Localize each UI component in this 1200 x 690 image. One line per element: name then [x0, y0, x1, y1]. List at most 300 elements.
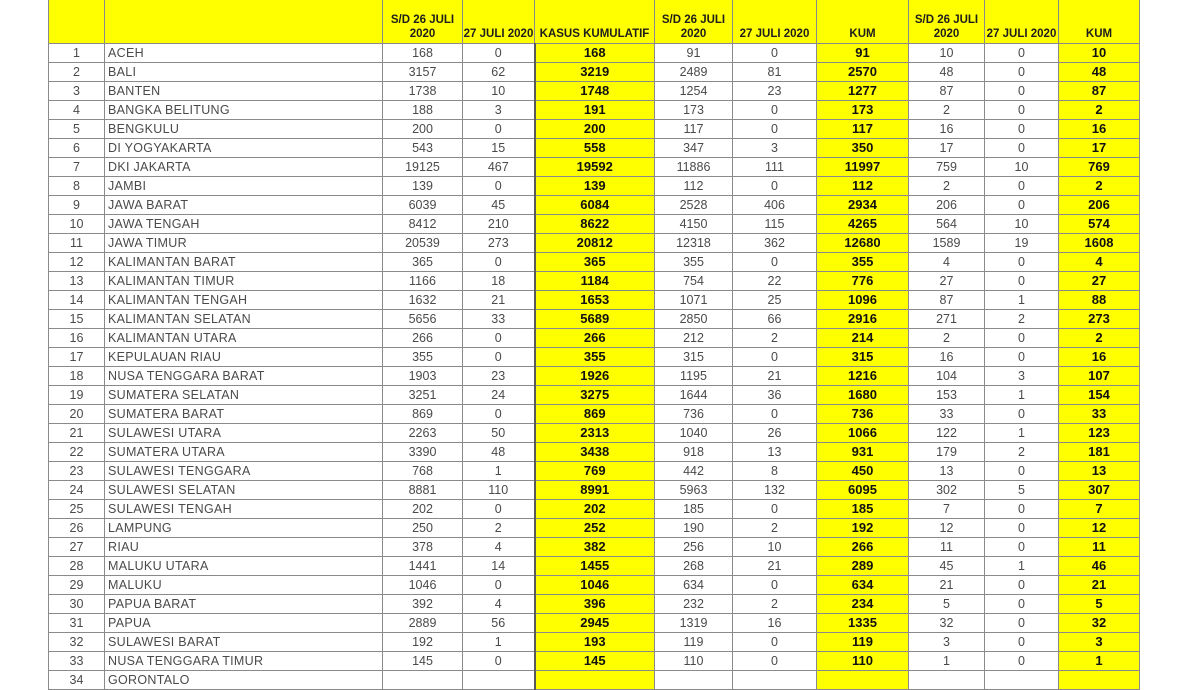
province-name: RIAU — [105, 538, 383, 557]
cell-recovered-prev: 91 — [655, 44, 733, 63]
cell-recovered-cumulative: 117 — [817, 120, 909, 139]
cell-positive-today: 4 — [463, 538, 535, 557]
cell-deaths-cumulative: 574 — [1059, 215, 1140, 234]
cell-positive-prev: 1903 — [383, 367, 463, 386]
cell-deaths-prev: 16 — [909, 348, 985, 367]
cell-positive-cumulative: 202 — [535, 500, 655, 519]
row-number: 13 — [49, 272, 105, 291]
cell-deaths-cumulative: 10 — [1059, 44, 1140, 63]
province-name: PAPUA — [105, 614, 383, 633]
cell-recovered-prev: 2489 — [655, 63, 733, 82]
cell-positive-prev: 869 — [383, 405, 463, 424]
cell-positive-prev: 355 — [383, 348, 463, 367]
cell-positive-prev: 20539 — [383, 234, 463, 253]
province-name: ACEH — [105, 44, 383, 63]
cell-deaths-cumulative: 1608 — [1059, 234, 1140, 253]
province-name: JAWA TENGAH — [105, 215, 383, 234]
table-row — [49, 82, 1140, 101]
cell-recovered-cumulative: 234 — [817, 595, 909, 614]
cell-positive-cumulative: 3219 — [535, 63, 655, 82]
cell-positive-cumulative: 252 — [535, 519, 655, 538]
cell-recovered-cumulative: 634 — [817, 576, 909, 595]
cell-deaths-prev: 122 — [909, 424, 985, 443]
cell-recovered-prev: 173 — [655, 101, 733, 120]
cell-recovered-cumulative: 2916 — [817, 310, 909, 329]
cell-deaths-prev: 302 — [909, 481, 985, 500]
cell-positive-today: 24 — [463, 386, 535, 405]
cell-deaths-today: 19 — [985, 234, 1059, 253]
cell-deaths-today: 0 — [985, 519, 1059, 538]
row-number: 22 — [49, 443, 105, 462]
table-row — [49, 101, 1140, 120]
cell-recovered-cumulative: 1066 — [817, 424, 909, 443]
cell-recovered-prev: 2528 — [655, 196, 733, 215]
cell-recovered-today: 23 — [733, 82, 817, 101]
province-name: MALUKU — [105, 576, 383, 595]
cell-recovered-today: 16 — [733, 614, 817, 633]
cell-recovered-cumulative: 173 — [817, 101, 909, 120]
cell-recovered-today: 0 — [733, 120, 817, 139]
header-positive-today: 27 JULI 2020 — [463, 0, 535, 44]
cell-recovered-today: 0 — [733, 500, 817, 519]
cell-positive-cumulative: 139 — [535, 177, 655, 196]
cell-recovered-prev: 112 — [655, 177, 733, 196]
cell-positive-cumulative: 20812 — [535, 234, 655, 253]
cell-recovered-prev: 1071 — [655, 291, 733, 310]
cell-deaths-cumulative: 88 — [1059, 291, 1140, 310]
cell-recovered-prev: 2850 — [655, 310, 733, 329]
cell-deaths-prev: 153 — [909, 386, 985, 405]
table-row — [49, 310, 1140, 329]
cell-recovered-prev: 315 — [655, 348, 733, 367]
cell-deaths-today: 0 — [985, 329, 1059, 348]
table-row — [49, 633, 1140, 652]
row-number: 32 — [49, 633, 105, 652]
cell-positive-today: 14 — [463, 557, 535, 576]
cell-positive-prev: 392 — [383, 595, 463, 614]
cell-recovered-today: 25 — [733, 291, 817, 310]
cell-positive-cumulative: 355 — [535, 348, 655, 367]
cell-deaths-prev: 45 — [909, 557, 985, 576]
cell-recovered-prev: 212 — [655, 329, 733, 348]
cell-deaths-today: 1 — [985, 424, 1059, 443]
cell-positive-today: 0 — [463, 500, 535, 519]
cell-deaths-today: 0 — [985, 44, 1059, 63]
cell-positive-cumulative: 1748 — [535, 82, 655, 101]
province-name: KEPULAUAN RIAU — [105, 348, 383, 367]
province-name: SULAWESI BARAT — [105, 633, 383, 652]
cell-deaths-prev: 21 — [909, 576, 985, 595]
cell-recovered-prev: 634 — [655, 576, 733, 595]
cell-recovered-today: 0 — [733, 44, 817, 63]
table-row — [49, 215, 1140, 234]
table-row — [49, 443, 1140, 462]
cell-recovered-prev: 442 — [655, 462, 733, 481]
cell-recovered-today: 2 — [733, 519, 817, 538]
header-deaths-today: 27 JULI 2020 — [985, 0, 1059, 44]
cell-positive-today: 48 — [463, 443, 535, 462]
cell-recovered-prev: 256 — [655, 538, 733, 557]
cell-deaths-cumulative: 16 — [1059, 120, 1140, 139]
cell-recovered-cumulative: 91 — [817, 44, 909, 63]
cell-positive-today: 0 — [463, 348, 535, 367]
cell-deaths-cumulative: 17 — [1059, 139, 1140, 158]
cell-positive-today — [463, 671, 535, 690]
cell-deaths-prev: 564 — [909, 215, 985, 234]
cell-deaths-today: 0 — [985, 405, 1059, 424]
cell-deaths-today: 0 — [985, 196, 1059, 215]
cell-recovered-today: 362 — [733, 234, 817, 253]
cell-recovered-today: 22 — [733, 272, 817, 291]
cell-positive-today: 0 — [463, 44, 535, 63]
table-row — [49, 652, 1140, 671]
row-number: 21 — [49, 424, 105, 443]
cell-positive-prev: 8412 — [383, 215, 463, 234]
cell-deaths-today: 1 — [985, 557, 1059, 576]
cell-deaths-prev: 16 — [909, 120, 985, 139]
row-number: 2 — [49, 63, 105, 82]
row-number: 5 — [49, 120, 105, 139]
cell-positive-prev: 3157 — [383, 63, 463, 82]
cell-deaths-prev: 2 — [909, 329, 985, 348]
row-number: 19 — [49, 386, 105, 405]
row-number: 24 — [49, 481, 105, 500]
cell-positive-cumulative: 382 — [535, 538, 655, 557]
province-name: SULAWESI SELATAN — [105, 481, 383, 500]
cell-deaths-prev: 104 — [909, 367, 985, 386]
cell-recovered-prev: 1040 — [655, 424, 733, 443]
table-row — [49, 595, 1140, 614]
cell-positive-cumulative: 6084 — [535, 196, 655, 215]
cell-recovered-today: 3 — [733, 139, 817, 158]
province-name: DI YOGYAKARTA — [105, 139, 383, 158]
cell-recovered-cumulative: 4265 — [817, 215, 909, 234]
covid-cases-table — [48, 0, 1140, 690]
cell-deaths-today: 0 — [985, 576, 1059, 595]
row-number: 8 — [49, 177, 105, 196]
cell-deaths-cumulative: 2 — [1059, 177, 1140, 196]
cell-deaths-today: 1 — [985, 291, 1059, 310]
cell-deaths-prev: 87 — [909, 82, 985, 101]
cell-positive-today: 62 — [463, 63, 535, 82]
cell-recovered-today: 26 — [733, 424, 817, 443]
cell-deaths-today — [985, 671, 1059, 690]
cell-positive-cumulative — [535, 671, 655, 690]
cell-deaths-prev: 10 — [909, 44, 985, 63]
province-name: SULAWESI TENGGARA — [105, 462, 383, 481]
cell-recovered-cumulative: 6095 — [817, 481, 909, 500]
cell-recovered-prev: 1254 — [655, 82, 733, 101]
cell-positive-prev: 8881 — [383, 481, 463, 500]
cell-deaths-today: 0 — [985, 348, 1059, 367]
cell-positive-prev: 139 — [383, 177, 463, 196]
province-name: KALIMANTAN BARAT — [105, 253, 383, 272]
table-row — [49, 538, 1140, 557]
cell-recovered-today: 21 — [733, 367, 817, 386]
province-name: BANGKA BELITUNG — [105, 101, 383, 120]
row-number: 27 — [49, 538, 105, 557]
cell-deaths-prev: 17 — [909, 139, 985, 158]
cell-deaths-today: 0 — [985, 595, 1059, 614]
cell-recovered-prev: 347 — [655, 139, 733, 158]
cell-positive-today: 33 — [463, 310, 535, 329]
cell-positive-cumulative: 1455 — [535, 557, 655, 576]
cell-recovered-today: 0 — [733, 101, 817, 120]
row-number: 15 — [49, 310, 105, 329]
cell-deaths-cumulative: 16 — [1059, 348, 1140, 367]
cell-deaths-today: 10 — [985, 158, 1059, 177]
province-name: BANTEN — [105, 82, 383, 101]
cell-positive-prev: 19125 — [383, 158, 463, 177]
header-no — [49, 0, 105, 44]
cell-recovered-cumulative: 1216 — [817, 367, 909, 386]
cell-recovered-today: 81 — [733, 63, 817, 82]
province-name: KALIMANTAN UTARA — [105, 329, 383, 348]
cell-positive-today: 0 — [463, 652, 535, 671]
cell-recovered-today: 66 — [733, 310, 817, 329]
cell-positive-today: 210 — [463, 215, 535, 234]
cell-deaths-cumulative: 5 — [1059, 595, 1140, 614]
cell-recovered-cumulative: 736 — [817, 405, 909, 424]
cell-positive-cumulative: 19592 — [535, 158, 655, 177]
cell-recovered-today: 406 — [733, 196, 817, 215]
cell-recovered-cumulative: 450 — [817, 462, 909, 481]
cell-recovered-cumulative: 350 — [817, 139, 909, 158]
cell-recovered-prev: 4150 — [655, 215, 733, 234]
cell-recovered-today: 0 — [733, 348, 817, 367]
cell-positive-prev: 378 — [383, 538, 463, 557]
cell-recovered-prev: 918 — [655, 443, 733, 462]
cell-positive-prev: 266 — [383, 329, 463, 348]
cell-positive-cumulative: 396 — [535, 595, 655, 614]
province-name: KALIMANTAN TENGAH — [105, 291, 383, 310]
cell-recovered-today: 0 — [733, 652, 817, 671]
province-name: LAMPUNG — [105, 519, 383, 538]
cell-positive-prev: 1046 — [383, 576, 463, 595]
cell-positive-prev: 188 — [383, 101, 463, 120]
row-number: 34 — [49, 671, 105, 690]
cell-positive-today: 21 — [463, 291, 535, 310]
row-number: 9 — [49, 196, 105, 215]
cell-recovered-cumulative: 214 — [817, 329, 909, 348]
cell-deaths-today: 0 — [985, 253, 1059, 272]
cell-deaths-cumulative: 206 — [1059, 196, 1140, 215]
cell-deaths-cumulative: 2 — [1059, 101, 1140, 120]
row-number: 20 — [49, 405, 105, 424]
cell-deaths-prev: 3 — [909, 633, 985, 652]
cell-positive-today: 3 — [463, 101, 535, 120]
table-row — [49, 253, 1140, 272]
province-name: PAPUA BARAT — [105, 595, 383, 614]
cell-deaths-prev: 206 — [909, 196, 985, 215]
cell-positive-cumulative: 1926 — [535, 367, 655, 386]
cell-positive-cumulative: 1653 — [535, 291, 655, 310]
cell-deaths-cumulative: 4 — [1059, 253, 1140, 272]
cell-positive-cumulative: 266 — [535, 329, 655, 348]
cell-positive-prev — [383, 671, 463, 690]
row-number: 31 — [49, 614, 105, 633]
cell-positive-prev: 2263 — [383, 424, 463, 443]
cell-positive-prev: 1166 — [383, 272, 463, 291]
row-number: 33 — [49, 652, 105, 671]
row-number: 26 — [49, 519, 105, 538]
table-row — [49, 234, 1140, 253]
cell-positive-today: 0 — [463, 120, 535, 139]
cell-positive-prev: 365 — [383, 253, 463, 272]
cell-recovered-prev — [655, 671, 733, 690]
cell-deaths-cumulative: 1 — [1059, 652, 1140, 671]
cell-recovered-prev: 1195 — [655, 367, 733, 386]
row-number: 17 — [49, 348, 105, 367]
cell-deaths-cumulative: 13 — [1059, 462, 1140, 481]
cell-positive-today: 1 — [463, 633, 535, 652]
cell-recovered-cumulative: 776 — [817, 272, 909, 291]
row-number: 3 — [49, 82, 105, 101]
cell-positive-prev: 543 — [383, 139, 463, 158]
cell-positive-today: 0 — [463, 405, 535, 424]
cell-recovered-today — [733, 671, 817, 690]
cell-recovered-today: 0 — [733, 253, 817, 272]
cell-positive-cumulative: 8991 — [535, 481, 655, 500]
table-row — [49, 120, 1140, 139]
province-name: BENGKULU — [105, 120, 383, 139]
cell-deaths-cumulative — [1059, 671, 1140, 690]
header-deaths-prev: S/D 26 JULI 2020 — [909, 0, 985, 44]
cell-recovered-today: 36 — [733, 386, 817, 405]
cell-positive-prev: 200 — [383, 120, 463, 139]
cell-positive-today: 45 — [463, 196, 535, 215]
row-number: 23 — [49, 462, 105, 481]
table-row — [49, 614, 1140, 633]
table-row — [49, 272, 1140, 291]
cell-positive-today: 2 — [463, 519, 535, 538]
cell-deaths-cumulative: 7 — [1059, 500, 1140, 519]
cell-positive-today: 467 — [463, 158, 535, 177]
cell-positive-prev: 168 — [383, 44, 463, 63]
province-name: SULAWESI TENGAH — [105, 500, 383, 519]
table-row — [49, 576, 1140, 595]
province-name: NUSA TENGGARA BARAT — [105, 367, 383, 386]
cell-positive-cumulative: 2313 — [535, 424, 655, 443]
cell-deaths-prev: 179 — [909, 443, 985, 462]
cell-deaths-today: 10 — [985, 215, 1059, 234]
table-row — [49, 481, 1140, 500]
cell-deaths-cumulative: 87 — [1059, 82, 1140, 101]
cell-positive-today: 273 — [463, 234, 535, 253]
row-number: 25 — [49, 500, 105, 519]
cell-recovered-prev: 117 — [655, 120, 733, 139]
cell-recovered-today: 0 — [733, 633, 817, 652]
cell-recovered-cumulative: 1335 — [817, 614, 909, 633]
cell-recovered-cumulative: 12680 — [817, 234, 909, 253]
cell-deaths-cumulative: 154 — [1059, 386, 1140, 405]
cell-deaths-prev: 759 — [909, 158, 985, 177]
cell-recovered-prev: 1644 — [655, 386, 733, 405]
cell-deaths-today: 0 — [985, 120, 1059, 139]
cell-positive-today: 4 — [463, 595, 535, 614]
province-name: SUMATERA SELATAN — [105, 386, 383, 405]
cell-deaths-prev: 87 — [909, 291, 985, 310]
table-row — [49, 462, 1140, 481]
cell-positive-today: 10 — [463, 82, 535, 101]
cell-deaths-cumulative: 46 — [1059, 557, 1140, 576]
table-row — [49, 177, 1140, 196]
header-positive-prev: S/D 26 JULI 2020 — [383, 0, 463, 44]
row-number: 16 — [49, 329, 105, 348]
cell-deaths-today: 0 — [985, 272, 1059, 291]
row-number: 14 — [49, 291, 105, 310]
cell-positive-today: 0 — [463, 329, 535, 348]
cell-recovered-cumulative: 192 — [817, 519, 909, 538]
cell-recovered-today: 0 — [733, 576, 817, 595]
cell-deaths-prev: 271 — [909, 310, 985, 329]
table-row — [49, 367, 1140, 386]
table-row — [49, 329, 1140, 348]
province-name: KALIMANTAN SELATAN — [105, 310, 383, 329]
header-province — [105, 0, 383, 44]
cell-positive-prev: 250 — [383, 519, 463, 538]
row-number: 30 — [49, 595, 105, 614]
cell-positive-today: 0 — [463, 253, 535, 272]
row-number: 10 — [49, 215, 105, 234]
cell-recovered-prev: 11886 — [655, 158, 733, 177]
row-number: 7 — [49, 158, 105, 177]
cell-deaths-prev — [909, 671, 985, 690]
cell-deaths-today: 0 — [985, 63, 1059, 82]
cell-recovered-cumulative: 1277 — [817, 82, 909, 101]
cell-deaths-prev: 1 — [909, 652, 985, 671]
cell-positive-cumulative: 168 — [535, 44, 655, 63]
cell-positive-cumulative: 5689 — [535, 310, 655, 329]
cell-recovered-prev: 5963 — [655, 481, 733, 500]
province-name: BALI — [105, 63, 383, 82]
cell-deaths-prev: 5 — [909, 595, 985, 614]
province-name: SUMATERA BARAT — [105, 405, 383, 424]
cell-deaths-cumulative: 11 — [1059, 538, 1140, 557]
cell-deaths-today: 0 — [985, 614, 1059, 633]
cell-recovered-cumulative: 2934 — [817, 196, 909, 215]
header-deaths-cumulative: KUM — [1059, 0, 1140, 44]
cell-positive-cumulative: 3275 — [535, 386, 655, 405]
cell-deaths-prev: 48 — [909, 63, 985, 82]
cell-positive-cumulative: 1184 — [535, 272, 655, 291]
cell-positive-cumulative: 365 — [535, 253, 655, 272]
cell-deaths-cumulative: 181 — [1059, 443, 1140, 462]
table-row — [49, 671, 1140, 690]
cell-recovered-today: 115 — [733, 215, 817, 234]
table-row — [49, 196, 1140, 215]
cell-deaths-today: 2 — [985, 443, 1059, 462]
cell-recovered-cumulative: 315 — [817, 348, 909, 367]
province-name: SUMATERA UTARA — [105, 443, 383, 462]
cell-positive-cumulative: 145 — [535, 652, 655, 671]
province-name: KALIMANTAN TIMUR — [105, 272, 383, 291]
table-row — [49, 63, 1140, 82]
cell-deaths-prev: 2 — [909, 101, 985, 120]
cell-deaths-cumulative: 273 — [1059, 310, 1140, 329]
cell-recovered-prev: 12318 — [655, 234, 733, 253]
cell-deaths-today: 0 — [985, 462, 1059, 481]
table-row — [49, 348, 1140, 367]
cell-recovered-today: 13 — [733, 443, 817, 462]
cell-positive-today: 0 — [463, 177, 535, 196]
header-recovered-today: 27 JULI 2020 — [733, 0, 817, 44]
cell-recovered-prev: 268 — [655, 557, 733, 576]
table-row — [49, 291, 1140, 310]
cell-deaths-today: 1 — [985, 386, 1059, 405]
cell-deaths-prev: 12 — [909, 519, 985, 538]
cell-deaths-prev: 1589 — [909, 234, 985, 253]
